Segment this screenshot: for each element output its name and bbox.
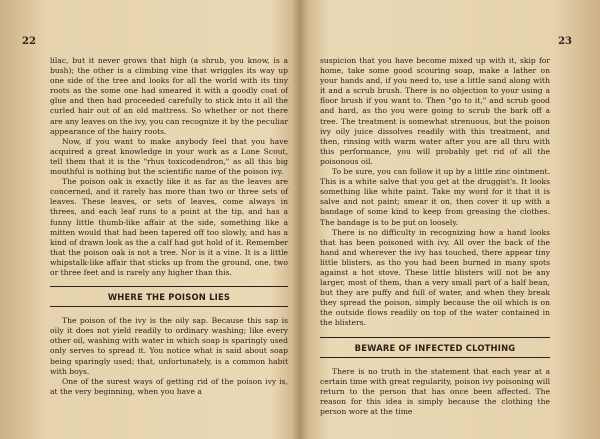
section-heading: WHERE THE POISON LIES — [50, 286, 288, 307]
paragraph: suspicion that you have become mixed up with it, skip for home, take some good scouring soap, make a lather on your hands and, if you need to, use a little sand along with it and a scrub brush. There is no objection to your using a floor brush if you want to. Then "go to it," and scrub good and hard, as tho you were going to scrub the bark off a tree. The treatment is somewhat strenuous, but the poison ivy oily juice dissolves readily with this treatment, and then, rinsing with warm water after you are all thru with this performance, you will probably get rid of all the poisonous oil. — [320, 56, 550, 166]
paragraph: The poison of the ivy is the oily sap. Because this sap is oily it does not yield readily to ordinary washing; like every other oil, washing with water in which soap is sparingly used only serves to spread it. You notice what is said about soap being sparingly used; that, unfortunately, is a common habit with boys. — [50, 316, 288, 376]
paragraph: One of the surest ways of getting rid of the poison ivy is, at the very beginning, when you have a — [50, 376, 288, 396]
paragraph: There is no truth in the statement that each year at a certain time with great regularity, poison ivy poisoning will return to the person that has once been affected. The reason for this idea is simply because the clothing the person wore at the time — [320, 366, 550, 416]
right-page — [300, 0, 600, 439]
paragraph: lilac, but it never grows that high (a shrub, you know, is a bush); the other is a climbing vine that wriggles its way up one side of the tree and looks for all the world with its tiny roots as the some one had smeared it with a goodly coat of glue and then had proceeded carefully to stick into it all the curled hair out of an old mattress. So whether or not there are any leaves on the ivy, you can recognize it by the peculiar appearance of the hairy roots. — [50, 56, 288, 136]
text-column — [320, 56, 550, 417]
page-number: 23 — [558, 36, 572, 47]
paragraph: There is no difficulty in recognizing how a hand looks that has been poisoned with ivy. All over the back of the hand and wherever the ivy has touched, there appear tiny little blisters, as tho you had been burned in many spots against a hot stove. These little blisters will not be any larger, most of them, than a very small part of a half bean, but they are puffy and full of water, and when they break they spread the poison, simply because the oil which is on the outside flows readily on top of the water contained in the blisters. — [320, 227, 550, 328]
paragraph: The poison oak is exactly like it as far as the leaves are concerned, and it rarely has more than two or three sets of leaves. These leaves, or sets of leaves, come always in threes, and each leaf runs to a point at the tip, and has a funny little thumb-like affair at the side, something like a mitten would that had been tapered off too slowly, and has a kind of drawn look as the a calf had got hold of it. Remember that the poison oak is not a tree. Nor is it a vine. It is a little whipstalk-like affair that sticks up from the ground, one, two or three feet and is rarely any higher than this. — [50, 177, 288, 277]
text-column — [50, 56, 288, 397]
paragraph: To be sure, you can follow it up by a little zinc ointment. This is a white salve that you get at the druggist's. It looks something like white paint. Take my word for it that it is salve and not paint; smear it on, then cover it up with a bandage of some kind to keep from greasing the clothes. The bandage is to be put on loosely. — [320, 167, 550, 227]
page-number: 22 — [22, 36, 36, 47]
section-heading: BEWARE OF INFECTED CLOTHING — [320, 337, 550, 358]
paragraph: Now, if you want to make anybody feel that you have acquired a great knowledge in your work as a Lone Scout, tell them that it is the "rhus toxicodendron," as all this big mouthful is nothing but the scientific name of the poison ivy. — [50, 136, 288, 177]
